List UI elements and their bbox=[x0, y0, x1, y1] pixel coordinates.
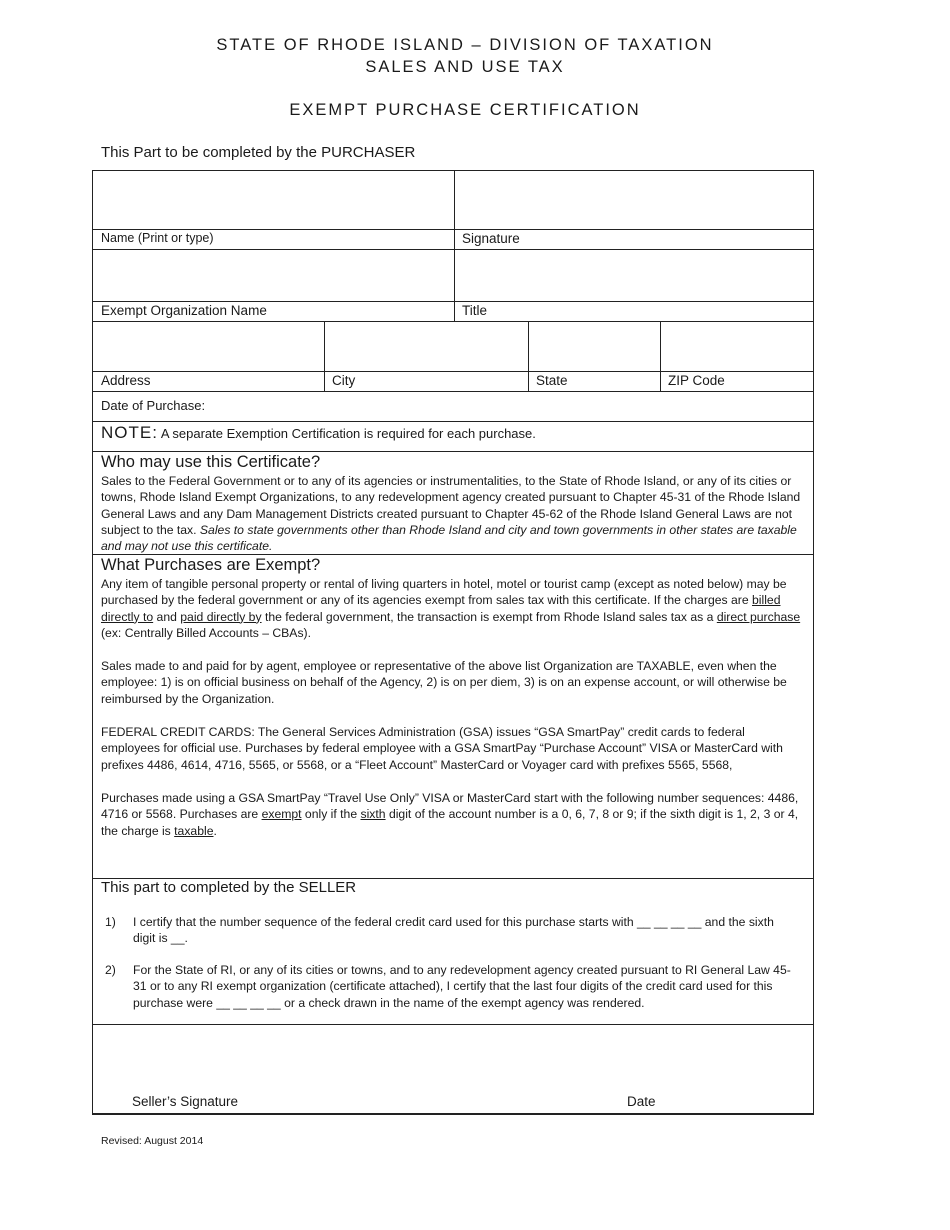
seller-date-input[interactable] bbox=[613, 1025, 813, 1091]
zip-input[interactable] bbox=[661, 322, 813, 371]
what-exempt-text bbox=[101, 576, 805, 839]
revision-date: Revised: August 2014 bbox=[101, 1135, 204, 1147]
divider bbox=[93, 451, 813, 452]
what-exempt-paragraph-2: Sales made to and paid for by agent, employee or representative of the above list Organization are TAXABLE, even when the employee: 1) is on official business on behalf of the Agency, 2) is on per diem, 3) is on an expense account, or will otherwise be reimbursed by the Organization. bbox=[101, 659, 787, 706]
seller-section-heading: This part to completed by the SELLER bbox=[101, 879, 357, 896]
state-label: State bbox=[536, 373, 568, 388]
who-may-use-italic-note: Sales to state governments other than Rhode Island and city and town governments in other states are taxable and may not use this certificate. bbox=[101, 522, 797, 554]
title-label: Title bbox=[462, 303, 488, 318]
name-input[interactable] bbox=[93, 171, 454, 229]
seller-certification-item-2: 2) For the State of RI, or any of its cities or towns, and to any redevelopment agency created pursuant to RI General Law 45-31 or to any RI exempt organization (certificate attached), I certify that the last four digits of the credit card used for this purchase were __ __ __ __ or a check drawn in the name of the exempt agency was rendered. bbox=[105, 963, 791, 1010]
form-title: EXEMPT PURCHASE CERTIFICATION bbox=[289, 101, 641, 119]
who-may-use-body: Sales to the Federal Government or to any of its agencies or instrumentalities, to the State of Rhode Island, or any of its cities or towns, Rhode Island Exempt Organizations, to any redevelopment agency created pursuant to Chapter 45-31 of the Rhode Island General Laws and any Dam Management Districts created pursuant to Chapter 45-62 of the Rhode Island General Laws are not subject to the tax. bbox=[101, 474, 801, 537]
what-exempt-heading: What Purchases are Exempt? bbox=[101, 556, 321, 574]
address-input[interactable] bbox=[93, 322, 324, 371]
who-may-use-heading: Who may use this Certificate? bbox=[101, 453, 321, 471]
divider bbox=[93, 371, 813, 372]
tax-type-heading: SALES AND USE TAX bbox=[365, 58, 565, 76]
city-label: City bbox=[332, 373, 356, 388]
seller-date-label: Date bbox=[627, 1094, 656, 1109]
signature-label: Signature bbox=[462, 231, 520, 246]
org-name-input[interactable] bbox=[93, 250, 454, 301]
zip-label: ZIP Code bbox=[668, 373, 725, 388]
seller-signature-input[interactable] bbox=[93, 1025, 593, 1091]
travel-card-paragraph: Purchases made using a GSA SmartPay “Travel Use Only” VISA or MasterCard start with the following number sequences: 4486, 4716 or 5568. Purchases are exempt only if the sixth digit of the account number is a 0, 6, 7, 8 or 9; if the sixth digit is 1, 2, 3 or 4, the charge is taxable. bbox=[101, 790, 799, 838]
city-input[interactable] bbox=[325, 322, 528, 371]
state-division-heading: STATE OF RHODE ISLAND – DIVISION OF TAXATION bbox=[216, 36, 714, 54]
federal-credit-cards-paragraph: FEDERAL CREDIT CARDS: The General Services Administration (GSA) issues “GSA SmartPay” credit cards to federal employees for official use. Purchases by federal employee with a GSA SmartPay “Purchase Account” VISA or MasterCard with prefixes 4486, 4614, 4716, 5565, or 5568, or a “Fleet Account” MasterCard or Voyager card with prefixes 5565, 5568, bbox=[101, 725, 783, 772]
note-row bbox=[101, 423, 536, 443]
name-label: Name (Print or type) bbox=[101, 231, 214, 245]
date-of-purchase-input[interactable] bbox=[233, 392, 811, 421]
address-label: Address bbox=[101, 373, 151, 388]
state-input[interactable] bbox=[529, 322, 660, 371]
divider bbox=[93, 229, 813, 230]
divider bbox=[93, 301, 813, 302]
note-lead: NOTE: bbox=[101, 423, 158, 442]
note-text: A separate Exemption Certification is required for each purchase. bbox=[157, 426, 536, 441]
org-name-label: Exempt Organization Name bbox=[101, 303, 267, 318]
date-of-purchase-label: Date of Purchase: bbox=[101, 398, 206, 413]
seller-certification-item-1: 1) I certify that the number sequence of the federal credit card used for this purchase starts with __ __ __ __ and the sixth digit is __. bbox=[105, 915, 774, 946]
title-input[interactable] bbox=[455, 250, 813, 301]
who-may-use-text bbox=[101, 473, 805, 554]
divider bbox=[93, 421, 813, 422]
certificate-form bbox=[92, 170, 814, 1115]
signature-input[interactable] bbox=[455, 171, 813, 229]
purchaser-section-intro: This Part to be completed by the PURCHASER bbox=[101, 144, 416, 161]
what-exempt-paragraph-1: Any item of tangible personal property or rental of living quarters in hotel, motel or tourist camp (except as noted below) may be purchased by the federal government or any of its agencies exempt from sales tax with this certificate. If the charges are billed directly to and paid directly by the federal government, the transaction is exempt from Rhode Island sales tax as a direct purchase (ex: Centrally Billed Accounts – CBAs). bbox=[101, 577, 801, 640]
seller-signature-label: Seller’s Signature bbox=[132, 1094, 239, 1109]
